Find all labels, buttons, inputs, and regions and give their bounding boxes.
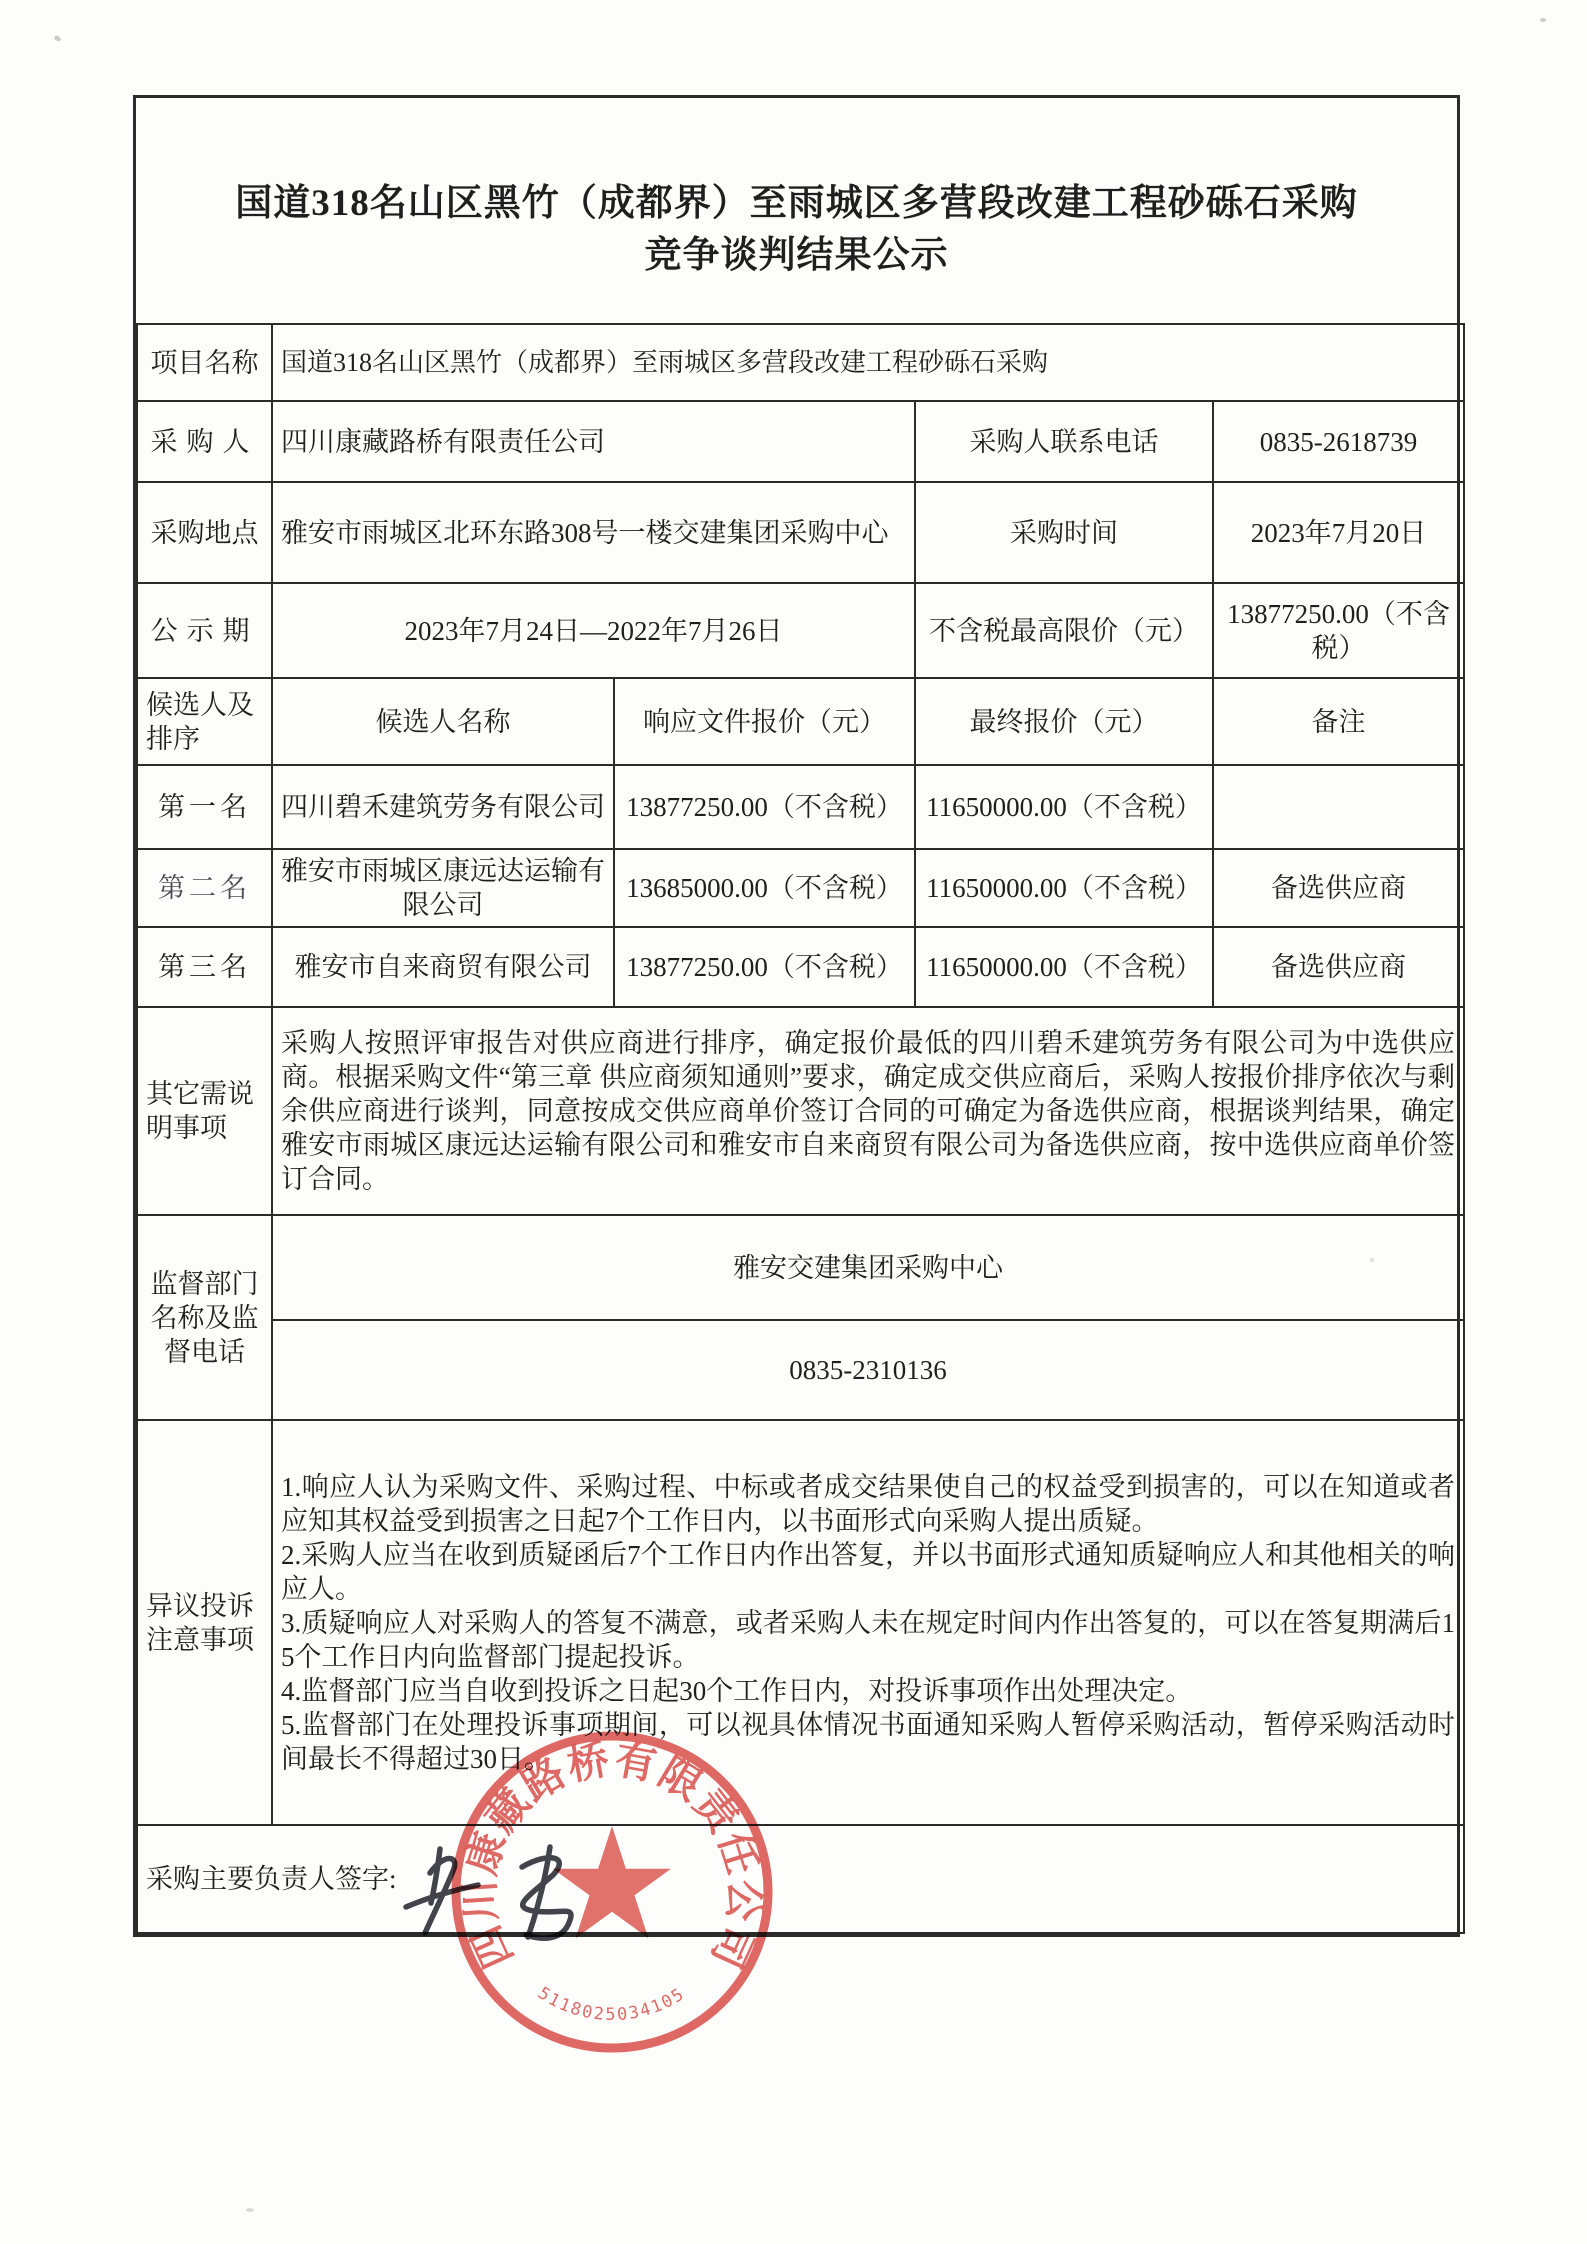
objection-item-2: 2.采购人应当在收到质疑函后7个工作日内作出答复，并以书面形式通知质疑响应人和其他相关的响应人。	[281, 1539, 1456, 1604]
row-project-name	[137, 324, 1464, 401]
objection-label: 异议投诉注意事项	[137, 1420, 272, 1825]
candidate-1-name: 四川碧禾建筑劳务有限公司	[272, 765, 614, 849]
purchaser-value: 四川康藏路桥有限责任公司	[272, 401, 915, 482]
signature-stroke-2	[406, 1885, 478, 1907]
candidates-header-label: 候选人及排序	[137, 678, 272, 765]
project-value: 国道318名山区黑竹（成都界）至雨城区多营段改建工程砂砾石采购	[272, 324, 1464, 401]
header-doc-price: 响应文件报价（元）	[614, 678, 915, 765]
objection-item-3: 3.质疑响应人对采购人的答复不满意，或者采购人未在规定时间内作出答复的，可以在答复期满后15个工作日内向监督部门提起投诉。	[281, 1607, 1456, 1672]
candidate-1-rank: 第一名	[137, 765, 272, 849]
supervision-department-value: 雅安交建集团采购中心	[272, 1215, 1464, 1320]
signature-label: 采购主要负责人签字:	[137, 1825, 1464, 1933]
supervision-phone-value: 0835-2310136	[272, 1320, 1464, 1420]
row-purchaser	[137, 401, 1464, 482]
scan-speck	[1370, 1258, 1374, 1262]
location-value: 雅安市雨城区北环东路308号一楼交建集团采购中心	[272, 482, 915, 583]
candidate-2-rank: 第二名	[137, 849, 272, 927]
candidate-2-remark: 备选供应商	[1213, 849, 1464, 927]
svg-text:5118025034105	[534, 1983, 690, 2025]
project-label: 项目名称	[137, 324, 272, 401]
scan-speck	[246, 2208, 254, 2212]
objection-item-5: 5.监督部门在处理投诉事项期间，可以视具体情况书面通知采购人暂停采购活动，暂停采购活动时间最长不得超过30日。	[281, 1709, 1456, 1774]
other-notes-text: 采购人按照评审报告对供应商进行排序，确定报价最低的四川碧禾建筑劳务有限公司为中选供应商。根据采购文件“第三章 供应商须知通则”要求，确定成交供应商后，采购人按报价排序依次与剩余供应商进行谈判，同意按成交供应商单价签订合同的可确定为备选供应商，根据谈判结果，确定雅安市雨城区康远达运输有限公司和雅安市自来商贸有限公司为备选供应商，按中选供应商单价签订合同。	[272, 1007, 1464, 1215]
scan-speck	[53, 35, 62, 43]
row-other-notes	[137, 1007, 1464, 1215]
seal-company-name: 四川康藏路桥有限责任公司	[456, 1735, 768, 1976]
candidate-1-final-price: 11650000.00（不含税）	[915, 765, 1213, 849]
objection-item-1: 1.响应人认为采购文件、采购过程、中标或者成交结果使自己的权益受到损害的，可以在知道或者应知其权益受到损害之日起7个工作日内，以书面形式向采购人提出质疑。	[281, 1471, 1456, 1536]
max-price-label: 不含税最高限价（元）	[915, 583, 1213, 678]
candidate-3-rank: 第三名	[137, 927, 272, 1007]
row-publicity-period	[137, 583, 1464, 678]
purchase-time-value: 2023年7月20日	[1213, 482, 1464, 583]
table-row-candidate-3	[137, 927, 1464, 1007]
handwritten-signature	[398, 1843, 648, 1943]
objection-item-4: 4.监督部门应当自收到投诉之日起30个工作日内，对投诉事项作出处理决定。	[281, 1675, 1193, 1706]
title-line-1: 国道318名山区黑竹（成都界）至雨城区多营段改建工程砂砾石采购	[235, 182, 1358, 224]
purchaser-label: 采购人	[137, 401, 272, 482]
publicity-label: 公示期	[137, 583, 272, 678]
candidate-1-doc-price: 13877250.00（不含税）	[614, 765, 915, 849]
table-row-candidate-2	[137, 849, 1464, 927]
supervision-label: 监督部门名称及监督电话	[137, 1215, 272, 1420]
row-supervision-department	[137, 1215, 1464, 1320]
row-signature	[137, 1825, 1464, 1933]
candidate-2-doc-price: 13685000.00（不含税）	[614, 849, 915, 927]
scan-speck	[1540, 18, 1546, 22]
max-price-value: 13877250.00（不含税）	[1213, 583, 1464, 678]
other-notes-label: 其它需说明事项	[137, 1007, 272, 1215]
candidate-1-remark	[1213, 765, 1464, 849]
candidate-3-name: 雅安市自来商贸有限公司	[272, 927, 614, 1007]
purchaser-phone-label: 采购人联系电话	[915, 401, 1213, 482]
header-final-price: 最终报价（元）	[915, 678, 1213, 765]
title-line-2: 竞争谈判结果公示	[644, 234, 949, 276]
row-candidates-header	[137, 678, 1464, 765]
candidate-2-final-price: 11650000.00（不含税）	[915, 849, 1213, 927]
table-row-candidate-1	[137, 765, 1464, 849]
row-objection-notes	[137, 1420, 1464, 1825]
announcement-table	[136, 323, 1465, 1934]
document-border-box	[133, 95, 1460, 1937]
purchaser-phone-value: 0835-2618739	[1213, 401, 1464, 482]
document-title	[136, 98, 1457, 323]
purchase-time-label: 采购时间	[915, 482, 1213, 583]
location-label: 采购地点	[137, 482, 272, 583]
candidate-2-name: 雅安市雨城区康远达运输有限公司	[272, 849, 614, 927]
publicity-period-value: 2023年7月24日—2022年7月26日	[272, 583, 915, 678]
header-candidate-name: 候选人名称	[272, 678, 614, 765]
candidate-3-doc-price: 13877250.00（不含税）	[614, 927, 915, 1007]
candidate-3-final-price: 11650000.00（不含税）	[915, 927, 1213, 1007]
row-purchase-location	[137, 482, 1464, 583]
seal-registration-number: 5118025034105	[534, 1983, 690, 2026]
row-supervision-phone	[137, 1320, 1464, 1420]
header-remark: 备注	[1213, 678, 1464, 765]
candidate-3-remark: 备选供应商	[1213, 927, 1464, 1007]
